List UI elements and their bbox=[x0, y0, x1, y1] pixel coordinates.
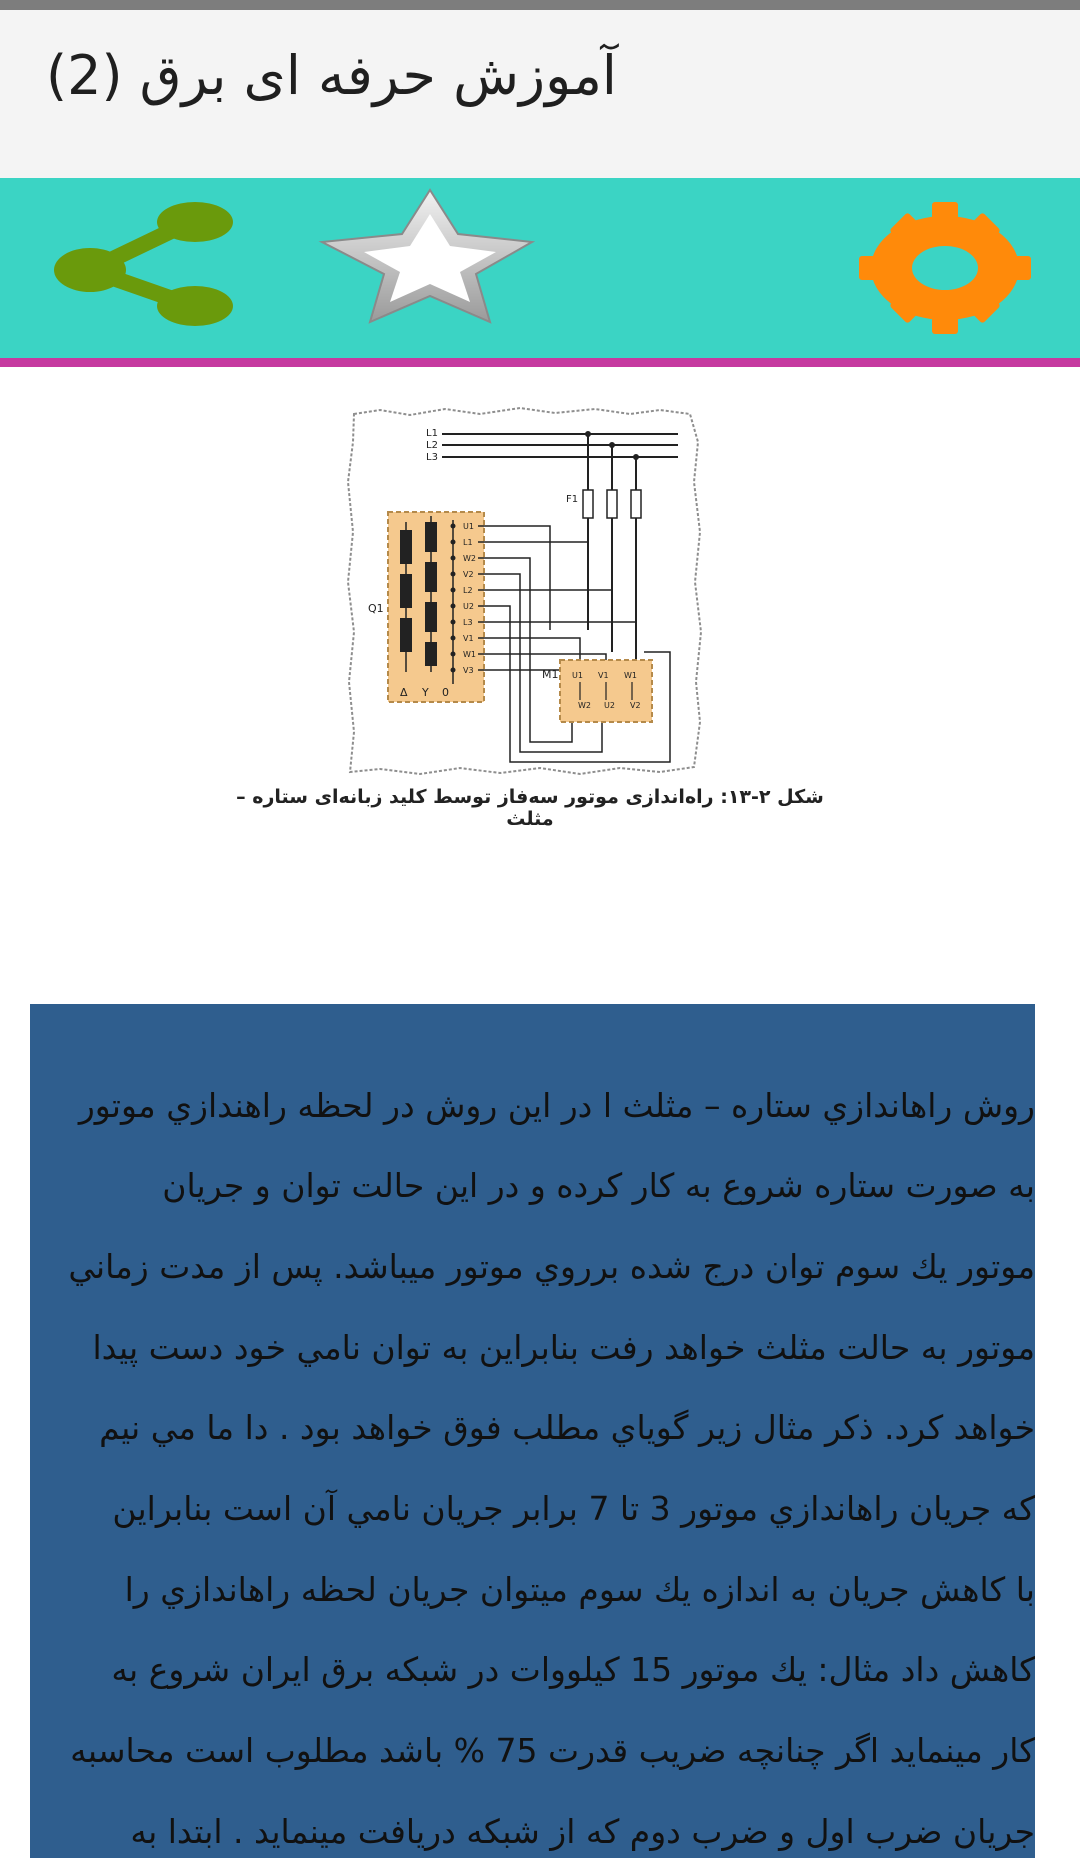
settings-button[interactable] bbox=[855, 198, 1035, 338]
motor-terminal: U2 bbox=[604, 701, 615, 710]
gear-icon bbox=[855, 198, 1035, 338]
article-line: كار مينمايد اگر چنانچه ضريب قدرت 75 % باشد مطلوب است محاسبه bbox=[70, 1731, 1035, 1770]
label-delta: Δ bbox=[400, 686, 408, 699]
motor-terminal: V1 bbox=[598, 671, 609, 680]
switch-terminal: V3 bbox=[463, 666, 474, 675]
switch-terminal: V1 bbox=[463, 634, 474, 643]
toolbar-divider bbox=[0, 358, 1080, 367]
circuit-figure bbox=[250, 402, 810, 822]
article-line: كاهش داد مثال: يك موتور 15 كيلووات در شبكه برق ايران شروع به bbox=[111, 1650, 1035, 1689]
article-line: موتور به حالت مثلث خواهد رفت بنابراين به توان نامي خود دست پيدا bbox=[92, 1328, 1035, 1367]
status-strip bbox=[0, 0, 1080, 10]
article-line: موتور يك سوم توان درج شده برروي موتور ميباشد. پس از مدت زماني bbox=[68, 1247, 1035, 1286]
label-f1: F1 bbox=[566, 494, 579, 505]
page-title: آموزش حرفه ای برق (2) bbox=[46, 44, 617, 107]
label-l2: L2 bbox=[426, 440, 438, 451]
label-q1: Q1 bbox=[368, 602, 384, 615]
switch-terminal: U1 bbox=[463, 522, 474, 531]
label-l3: L3 bbox=[426, 452, 438, 463]
favorite-button[interactable] bbox=[318, 186, 548, 326]
share-icon bbox=[50, 200, 240, 330]
article-line: خواهد كرد. ذكر مثال زير گوياي مطلب فوق خواهد بود . دا ما مي نيم bbox=[99, 1408, 1035, 1447]
article-line: روش راهاندازي ستاره – مثلث ا در اين روش در لحظه راهندازي موتور bbox=[78, 1086, 1035, 1125]
title-bar bbox=[0, 10, 1080, 178]
switch-terminal: L2 bbox=[463, 586, 473, 595]
switch-terminal: V2 bbox=[463, 570, 474, 579]
star-delta-diagram bbox=[250, 402, 810, 782]
article-panel bbox=[30, 1004, 1035, 1858]
motor-terminal: V2 bbox=[630, 701, 641, 710]
switch-terminal: W2 bbox=[463, 554, 476, 563]
switch-terminal: U2 bbox=[463, 602, 474, 611]
article-line: به صورت ستاره شروع به كار كرده و در اين حالت توان و جريان bbox=[162, 1166, 1035, 1205]
motor-terminal: U1 bbox=[572, 671, 583, 680]
figure-caption: شكل ٢-١٣: راه‌اندازی موتور سه‌فاز توسط كليد زبانه‌ای ستاره – مثلث bbox=[236, 786, 824, 830]
switch-terminal: L3 bbox=[463, 618, 473, 627]
label-zero: 0 bbox=[442, 686, 449, 699]
article-line: با كاهش جريان به اندازه يك سوم ميتوان جريان لحظه راهاندازي را bbox=[124, 1570, 1035, 1609]
motor-terminal: W2 bbox=[578, 701, 591, 710]
label-m1: M1 bbox=[542, 668, 559, 681]
star-icon bbox=[318, 186, 548, 326]
share-button[interactable] bbox=[50, 200, 240, 330]
label-l1: L1 bbox=[426, 428, 438, 439]
article-line: جريان ضرب اول و ضرب دوم كه از شبكه دريافت مينمايد . ابتدا به bbox=[130, 1812, 1035, 1851]
article-line: كه جريان راهاندازي موتور 3 تا 7 برابر جريان نامي آن است بنابراين bbox=[112, 1489, 1035, 1528]
switch-terminal: W1 bbox=[463, 650, 476, 659]
label-y: Y bbox=[422, 686, 429, 699]
motor-terminal: W1 bbox=[624, 671, 637, 680]
switch-terminal: L1 bbox=[463, 538, 473, 547]
